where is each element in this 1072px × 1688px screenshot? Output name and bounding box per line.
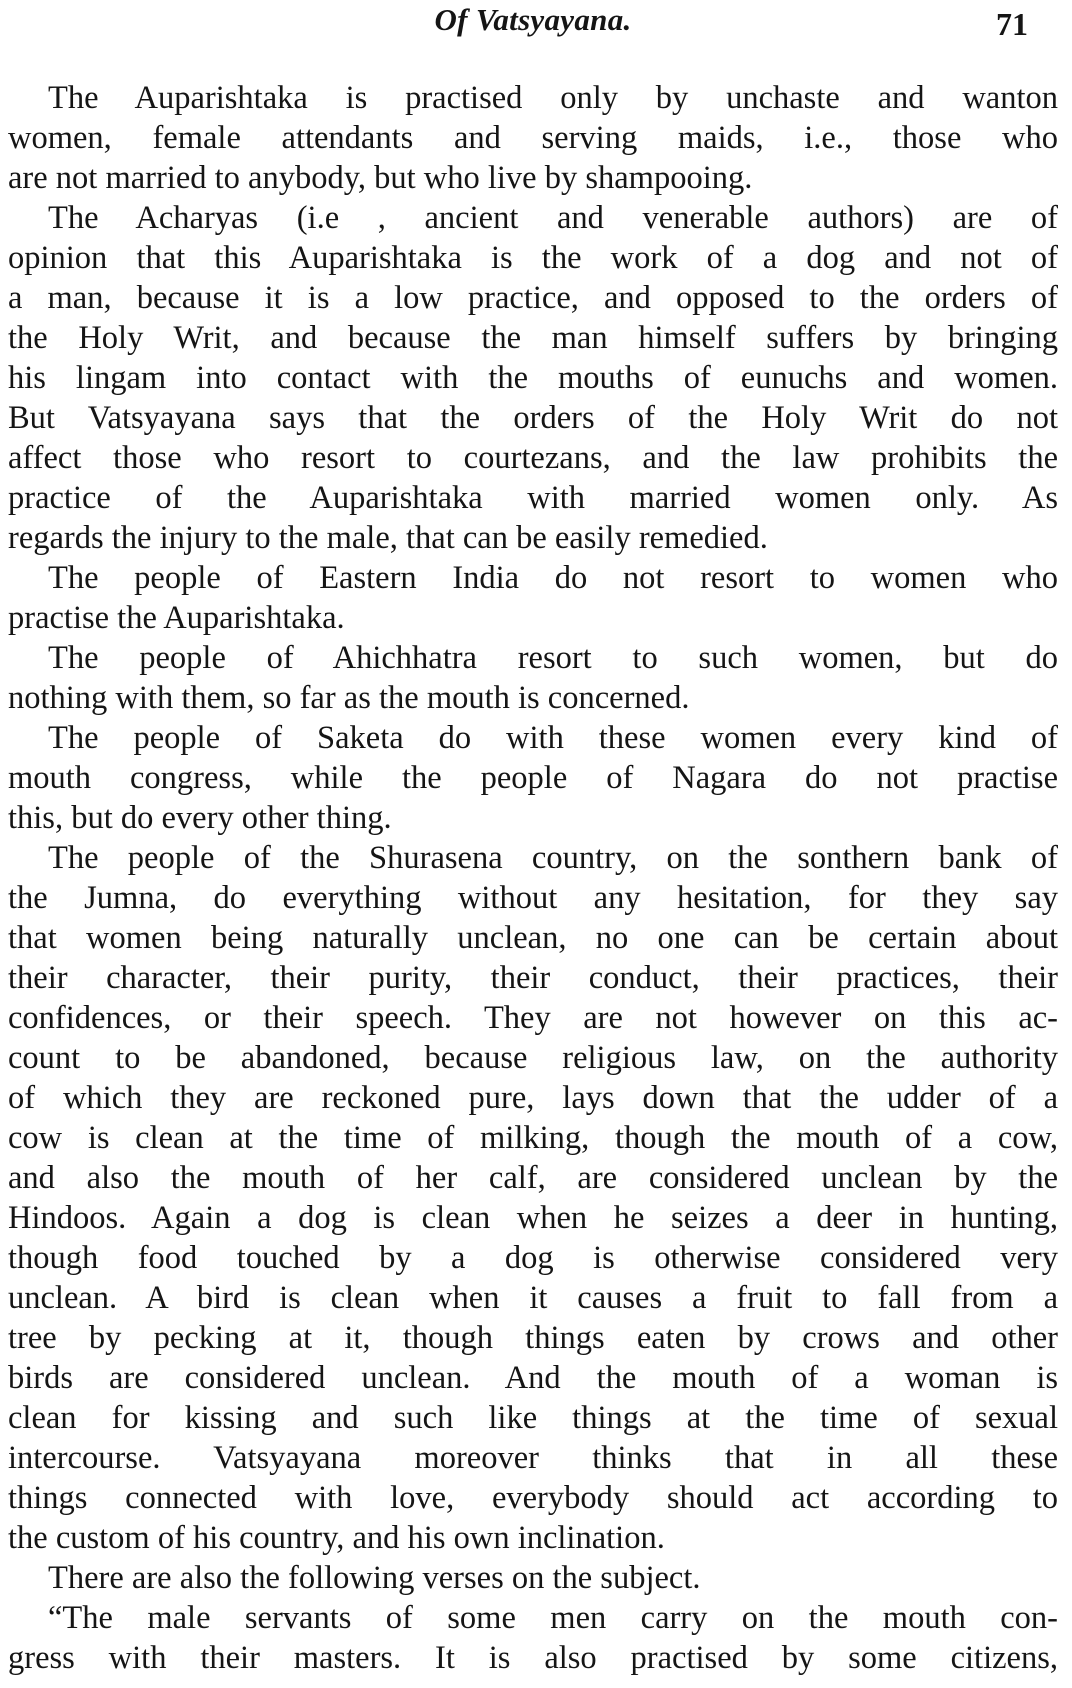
text-line: things connected with love, everybody should act according to bbox=[8, 1480, 1058, 1516]
text-line: affect those who resort to courtezans, and the law prohibits the bbox=[8, 440, 1058, 476]
text-line: the Holy Writ, and because the man himself suffers by bringing bbox=[8, 320, 1058, 356]
text-line: count to be abandoned, because religious law, on the authority bbox=[8, 1040, 1058, 1076]
text-line: opinion that this Auparishtaka is the work of a dog and not of bbox=[8, 240, 1058, 276]
body-text bbox=[8, 78, 1058, 1678]
text-line: regards the injury to the male, that can be easily remedied. bbox=[8, 520, 768, 556]
text-line: this, but do every other thing. bbox=[8, 800, 392, 836]
text-line: The people of the Shurasena country, on the sonthern bank of bbox=[48, 840, 1058, 876]
text-line: mouth congress, while the people of Nagara do not practise bbox=[8, 760, 1058, 796]
text-line: “The male servants of some men carry on the mouth con- bbox=[48, 1600, 1058, 1636]
text-line: The people of Eastern India do not resort to women who bbox=[48, 560, 1058, 596]
text-line: The Auparishtaka is practised only by unchaste and wanton bbox=[48, 80, 1058, 116]
text-line: tree by pecking at it, though things eaten by crows and other bbox=[8, 1320, 1058, 1356]
text-line: are not married to anybody, but who live by shampooing. bbox=[8, 160, 753, 196]
text-line: The people of Saketa do with these women every kind of bbox=[48, 720, 1058, 756]
text-line: their character, their purity, their conduct, their practices, their bbox=[8, 960, 1058, 996]
text-line: of which they are reckoned pure, lays down that the udder of a bbox=[8, 1080, 1058, 1116]
text-line: though food touched by a dog is otherwise considered very bbox=[8, 1240, 1058, 1276]
text-line: a man, because it is a low practice, and opposed to the orders of bbox=[8, 280, 1058, 316]
text-line: nothing with them, so far as the mouth is concerned. bbox=[8, 680, 690, 716]
text-line: unclean. A bird is clean when it causes a fruit to fall from a bbox=[8, 1280, 1058, 1316]
text-line: The people of Ahichhatra resort to such women, but do bbox=[48, 640, 1058, 676]
text-line: his lingam into contact with the mouths of eunuchs and women. bbox=[8, 360, 1058, 396]
text-line: But Vatsyayana says that the orders of the Holy Writ do not bbox=[8, 400, 1058, 436]
text-line: that women being naturally unclean, no one can be certain about bbox=[8, 920, 1058, 956]
text-line: There are also the following verses on the subject. bbox=[48, 1560, 701, 1596]
text-line: the custom of his country, and his own inclination. bbox=[8, 1520, 665, 1556]
text-line: practice of the Auparishtaka with married women only. As bbox=[8, 480, 1058, 516]
text-line: cow is clean at the time of milking, though the mouth of a cow, bbox=[8, 1120, 1058, 1156]
text-line: intercourse. Vatsyayana moreover thinks that in all these bbox=[8, 1440, 1058, 1476]
text-line: the Jumna, do everything without any hesitation, for they say bbox=[8, 880, 1058, 916]
text-line: The Acharyas (i.e , ancient and venerable authors) are of bbox=[48, 200, 1058, 236]
text-line: Hindoos. Again a dog is clean when he seizes a deer in hunting, bbox=[8, 1200, 1058, 1236]
text-line: gress with their masters. It is also practised by some citizens, bbox=[8, 1640, 1058, 1676]
running-title: Of Vatsyayana. bbox=[434, 2, 632, 37]
text-line: and also the mouth of her calf, are considered unclean by the bbox=[8, 1160, 1058, 1196]
text-line: birds are considered unclean. And the mouth of a woman is bbox=[8, 1360, 1058, 1396]
running-header bbox=[8, 0, 1058, 48]
page-number: 71 bbox=[996, 6, 1028, 42]
text-line: practise the Auparishtaka. bbox=[8, 600, 345, 636]
text-line: confidences, or their speech. They are not however on this ac- bbox=[8, 1000, 1058, 1036]
text-line: clean for kissing and such like things at the time of sexual bbox=[8, 1400, 1058, 1436]
text-line: women, female attendants and serving maids, i.e., those who bbox=[8, 120, 1058, 156]
